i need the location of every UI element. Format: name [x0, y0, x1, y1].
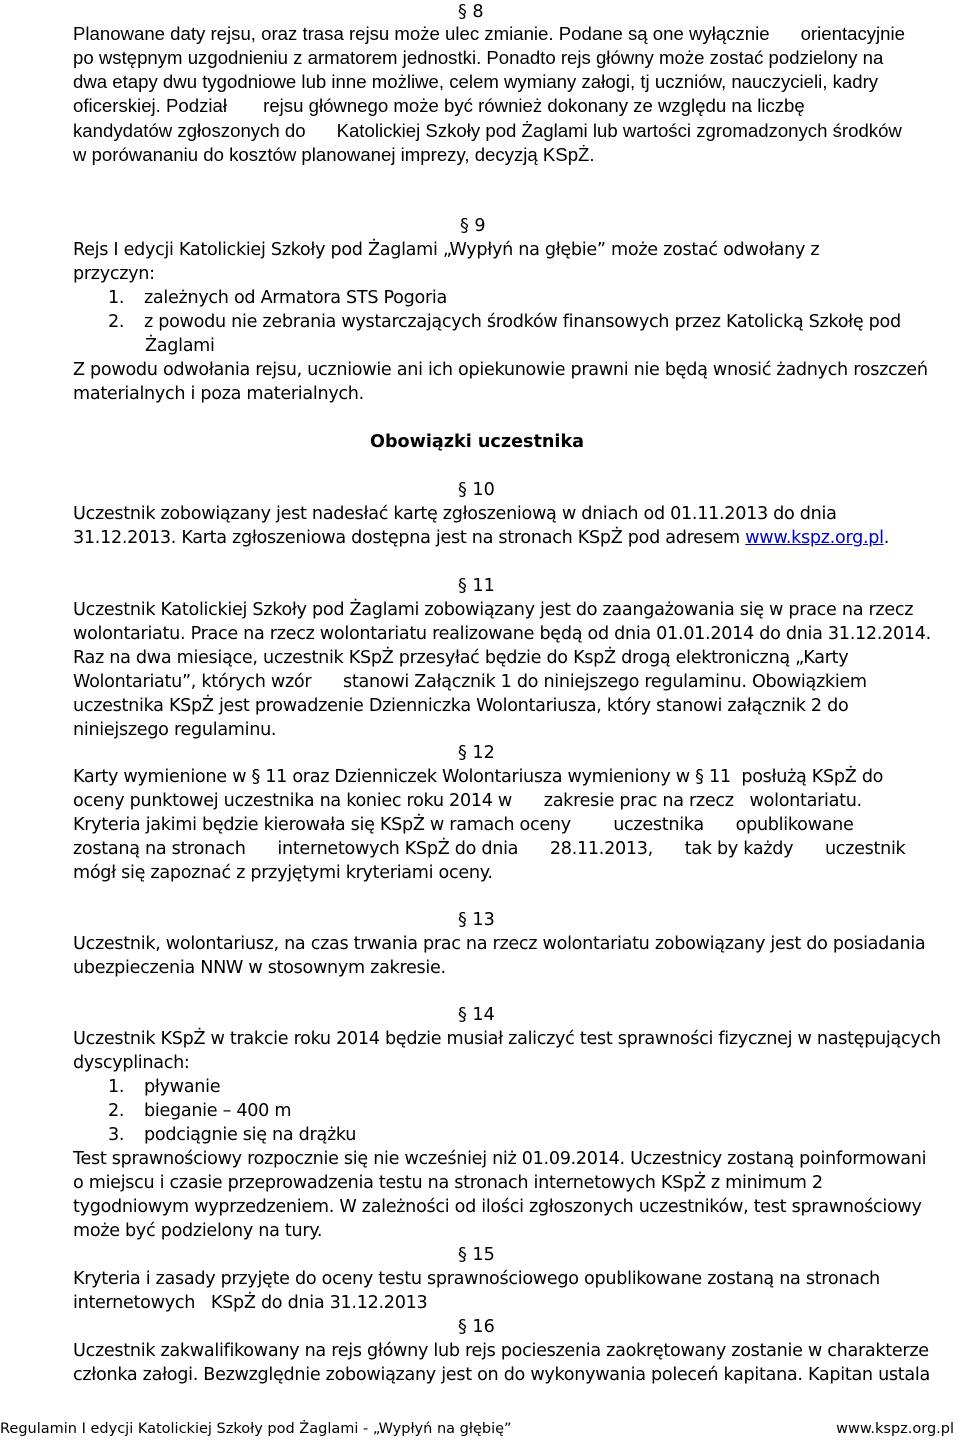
p11-line-1: Uczestnik Katolickiej Szkoły pod Żaglami zobowiązany jest do zaangażowania się w prace na rzecz — [73, 600, 914, 620]
section-15-heading: § 15 — [458, 1245, 495, 1265]
p12-line-3: Kryteria jakimi będzie kierowała się KSpŻ w ramach oceny uczestnika opublikowane — [73, 815, 854, 835]
section-11-heading: § 11 — [458, 576, 495, 596]
p9-item-2: 2. z powodu nie zebrania wystarczających środków finansowych przez Katolicką Szkołę pod — [108, 312, 901, 332]
p15-line-1: Kryteria i zasady przyjęte do oceny testu sprawnościowego opublikowane zostaną na stronach — [73, 1269, 880, 1289]
p8-line-1: Planowane daty rejsu, oraz trasa rejsu może ulec zmianie. Podane są one wyłącznie orientacyjnie — [73, 23, 905, 44]
section-13-heading: § 13 — [458, 910, 495, 930]
p14-item-1: 1. pływanie — [108, 1077, 221, 1097]
p16-line-1: Uczestnik zakwalifikowany na rejs główny lub rejs pocieszenia zaokrętowany zostanie w charakterze — [73, 1341, 929, 1361]
p9-outro-line-1: Z powodu odwołania rejsu, uczniowie ani ich opiekunowie prawni nie będą wnosić żadnych roszczeń — [73, 360, 928, 380]
p14-outro-line-2: o miejscu i czasie przeprowadzenia testu na stronach internetowych KSpŻ z minimum 2 — [73, 1173, 823, 1193]
p12-line-5: mógł się zapoznać z przyjętymi kryteriami oceny. — [73, 863, 493, 883]
p10-line-2: 31.12.2013. Karta zgłoszeniowa dostępna jest na stronach KSpŻ pod adresem www.kspz.org.pl. — [73, 528, 889, 548]
section-14-heading: § 14 — [458, 1005, 495, 1025]
p10-line-1: Uczestnik zobowiązany jest nadesłać kartę zgłoszeniową w dniach od 01.11.2013 do dnia — [73, 504, 837, 524]
p15-line-2: internetowych KSpŻ do dnia 31.12.2013 — [73, 1293, 428, 1313]
section-12-heading: § 12 — [458, 743, 495, 763]
p11-line-5: uczestnika KSpŻ jest prowadzenie Dzienniczka Wolontariusza, który stanowi załącznik 2 do — [73, 696, 849, 716]
section-16-heading: § 16 — [458, 1317, 495, 1337]
p14-outro-line-4: może być podzielony na tury. — [73, 1221, 323, 1241]
p8-line-6: w porówananiu do kosztów planowanej imprezy, decyzją KSpŻ. — [73, 144, 595, 165]
p14-outro-line-3: tygodniowym wyprzedzeniem. W zależności od ilości zgłoszonych uczestników, test sprawnościowy — [73, 1197, 922, 1217]
p14-intro-line-2: dyscyplinach: — [73, 1053, 190, 1073]
p12-line-2: oceny punktowej uczestnika na koniec roku 2014 w zakresie prac na rzecz wolontariatu. — [73, 791, 862, 811]
p12-line-4: zostaną na stronach internetowych KSpŻ do dnia 28.11.2013, tak by każdy uczestnik — [73, 839, 906, 859]
p8-line-5: kandydatów zgłoszonych do Katolickiej Szkoły pod Żaglami lub wartości zgromadzonych środków — [73, 120, 902, 141]
p12-line-1: Karty wymienione w § 11 oraz Dzienniczek Wolontariusza wymieniony w § 11 posłużą KSpŻ do — [73, 767, 884, 787]
p11-line-6: niniejszego regulaminu. — [73, 720, 277, 740]
p14-intro-line-1: Uczestnik KSpŻ w trakcie roku 2014 będzie musiał zaliczyć test sprawności fizycznej w następujących — [73, 1029, 941, 1049]
p9-outro-line-2: materialnych i poza materialnych. — [73, 384, 364, 404]
section-10-heading: § 10 — [458, 480, 495, 500]
p8-line-2: po wstępnym uzgodnieniu z armatorem jednostki. Ponadto rejs główny może zostać podzielony na — [73, 47, 884, 68]
section-8-heading: § 8 — [458, 2, 484, 22]
p14-outro-line-1: Test sprawnościowy rozpocznie się nie wcześniej niż 01.09.2014. Uczestnicy zostaną poinformowani — [73, 1149, 927, 1169]
p13-line-2: ubezpieczenia NNW w stosownym zakresie. — [73, 958, 446, 978]
p14-item-2: 2. bieganie – 400 m — [108, 1101, 292, 1121]
p11-line-2: wolontariatu. Prace na rzecz wolontariatu realizowane będą od dnia 01.01.2014 do dnia 31.12.2014. — [73, 624, 931, 644]
footer-title: Regulamin I edycji Katolickiej Szkoły pod Żaglami - „Wypłyń na głębię” — [0, 1421, 512, 1437]
p8-line-4: oficerskiej. Podział rejsu głównego może być również dokonany ze względu na liczbę — [73, 95, 805, 116]
p11-line-3: Raz na dwa miesiące, uczestnik KSpŻ przesyłać będzie do KspŻ drogą elektroniczną „Karty — [73, 648, 849, 668]
p13-line-1: Uczestnik, wolontariusz, na czas trwania prac na rzecz wolontariatu zobowiązany jest do posiadania — [73, 934, 926, 954]
section-9-heading: § 9 — [460, 216, 486, 236]
p9-intro-line-2: przyczyn: — [73, 264, 155, 284]
p9-intro-line-1: Rejs I edycji Katolickiej Szkoły pod Żaglami „Wypłyń na głębie” może zostać odwołany z — [73, 240, 820, 260]
p8-line-3: dwa etapy dwu tygodniowe lub inne możliwe, celem wymiany załogi, tj uczniów, nauczycieli, kadry — [73, 71, 879, 92]
p11-line-4: Wolontariatu”, których wzór stanowi Załącznik 1 do niniejszego regulaminu. Obowiązkiem — [73, 672, 867, 692]
p16-line-2: członka załogi. Bezwzględnie zobowiązany jest on do wykonywania poleceń kapitana. Kapitan ustala — [73, 1365, 930, 1385]
p9-item-1: 1. zależnych od Armatora STS Pogoria — [108, 288, 447, 308]
kspz-link[interactable]: www.kspz.org.pl — [745, 528, 884, 548]
footer-url: www.kspz.org.pl — [836, 1421, 954, 1437]
p14-item-3: 3. podciągnie się na drążku — [108, 1125, 357, 1145]
p9-item-2-cont: Żaglami — [145, 336, 215, 356]
obligations-heading: Obowiązki uczestnika — [370, 432, 585, 452]
